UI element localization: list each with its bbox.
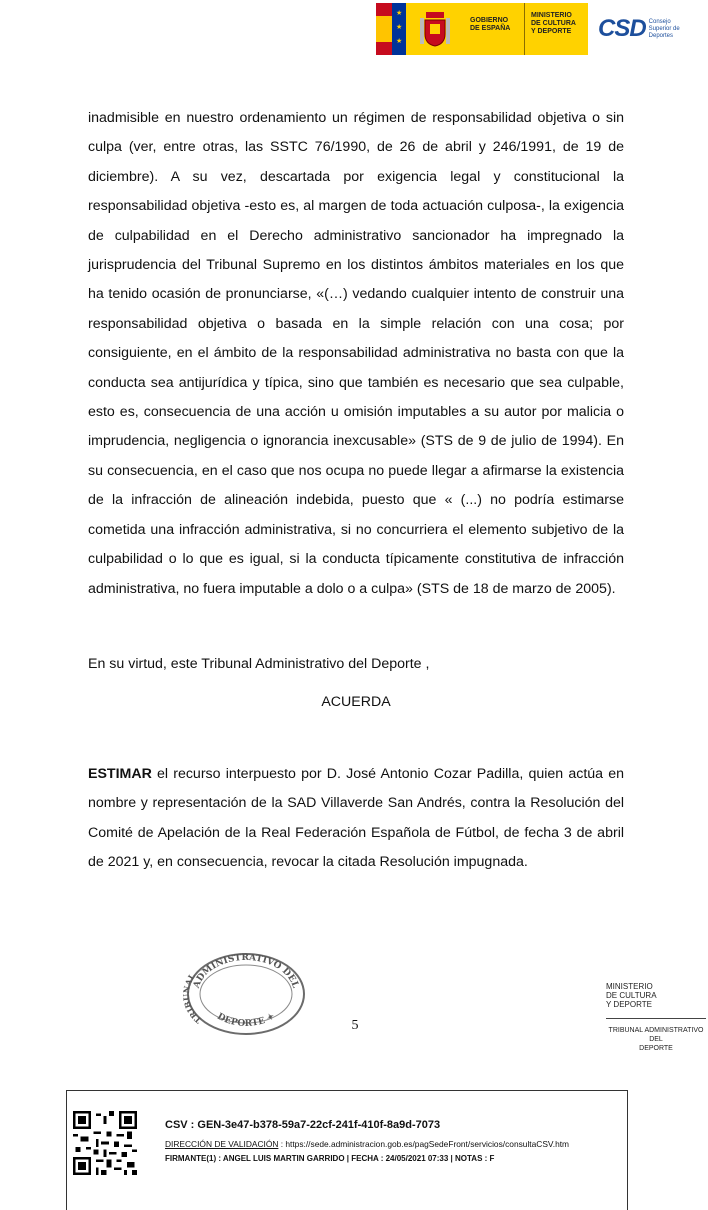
coat-of-arms-icon [406, 3, 464, 55]
legal-paragraph-2: En su virtud, este Tribunal Administrativo del Deporte , [88, 656, 430, 672]
resolution-text: el recurso interpuesto por D. José Antonio Cozar Padilla, quien actúa en nombre y representación de la SAD Villaverde San Andrés, contra la Resolución del Comité de Apelación de la Real Federación Española de Fútbol, de fecha 3 de abril de 2021 y, en consecuencia, revocar la citada Resolución impugnada. [88, 766, 624, 871]
footer-ministry-block: MINISTERIO DE CULTURA Y DEPORTE TRIBUNAL ADMINISTRATIVO DEL DEPORTE [606, 982, 708, 1053]
legal-paragraph-1: inadmisible en nuestro ordenamiento un régimen de responsabilidad objetiva o sin culpa (ver, entre otras, las SSTC 76/1990, de 26 de abril y 246/1991, de 19 de diciembre). A su vez, descartada por exigencia legal y constitucional la responsabilidad objetiva -esto es, al margen de toda actuación culposa-, la exigencia de culpabilidad en el Derecho administrativo sancionador ha impregnado la jurisprudencia del Tribunal Supremo en los distintos ámbitos materiales en los que ha tenido ocasión de pronunciarse, «(…) vedando cualquier intento de construir una responsabilidad objetiva o basada en la simple relación con una cosa; por consiguiente, en el ámbito de la responsabilidad administrativa no basta con que la conducta sea antijurídica y típica, sino que también es necesario que sea culpable, esto es, consecuencia de una acción u omisión imputables a su autor por malicia o imprudencia, negligencia o ignorancia inexcusable» (STS de 9 de julio de 1994). En su consecuencia, en el caso que nos ocupa no puede llegar a afirmarse la existencia de la infracción de alineación indebida, puesto que « (...) no podría estimarse cometida una infracción administrativa, si no concurriera el elemento subjetivo de la culpabilidad o lo que es igual, si la conducta típicamente constitutiva de infracción administrativa, no fuera imputable a dolo o a culpa» (STS de 18 de marzo de 2005). [88, 110, 624, 597]
stamp-left-text: TRIBUNAL [180, 971, 204, 1026]
official-stamp-icon [180, 948, 312, 1036]
svg-text:ADMINISTRATIVO DEL [192, 953, 301, 991]
spain-government-emblem [376, 3, 464, 55]
ministerio-label: MINISTERIO DE CULTURA Y DEPORTE [524, 3, 588, 55]
footer-tribunal-label: TRIBUNAL ADMINISTRATIVO DEL DEPORTE [608, 1027, 704, 1052]
page-number: 5 [351, 1018, 359, 1033]
validation-label: DIRECCIÓN DE VALIDACIÓN [165, 1139, 279, 1149]
validation-address[interactable] [165, 1139, 569, 1149]
stamp-bottom-text: DEPORTE ✦ [215, 1011, 277, 1029]
csd-mark: CSD [598, 15, 646, 42]
csv-code: CSV : GEN-3e47-b378-59a7-22cf-241f-410f-8a9d-7073 [165, 1119, 441, 1131]
acuerda-heading: ACUERDA [321, 694, 391, 710]
csd-logo [598, 3, 689, 55]
signer-info: FIRMANTE(1) : ANGEL LUIS MARTIN GARRIDO | FECHA : 24/05/2021 07:33 | NOTAS : F [165, 1154, 495, 1163]
svg-text:DEPORTE ✦ [215, 1012, 277, 1029]
footer-divider [606, 1018, 706, 1019]
header-logos [372, 0, 708, 58]
spain-flag-icon [376, 3, 392, 55]
gobierno-label: GOBIERNO DE ESPAÑA [464, 3, 524, 55]
estimar-keyword: ESTIMAR [88, 766, 152, 782]
eu-flag-icon: ★ ★ ★ [392, 3, 406, 55]
validation-url[interactable]: : https://sede.administracion.gob.es/pagSedeFront/servicios/consultaCSV.htm [278, 1139, 570, 1149]
csd-subtitle: Consejo Superior de Deportes [648, 18, 680, 39]
csv-validation-box [66, 1090, 628, 1210]
qr-code-icon[interactable] [73, 1111, 137, 1175]
resolution-paragraph [88, 760, 624, 878]
stamp-top-text: ADMINISTRATIVO DEL [191, 952, 301, 990]
